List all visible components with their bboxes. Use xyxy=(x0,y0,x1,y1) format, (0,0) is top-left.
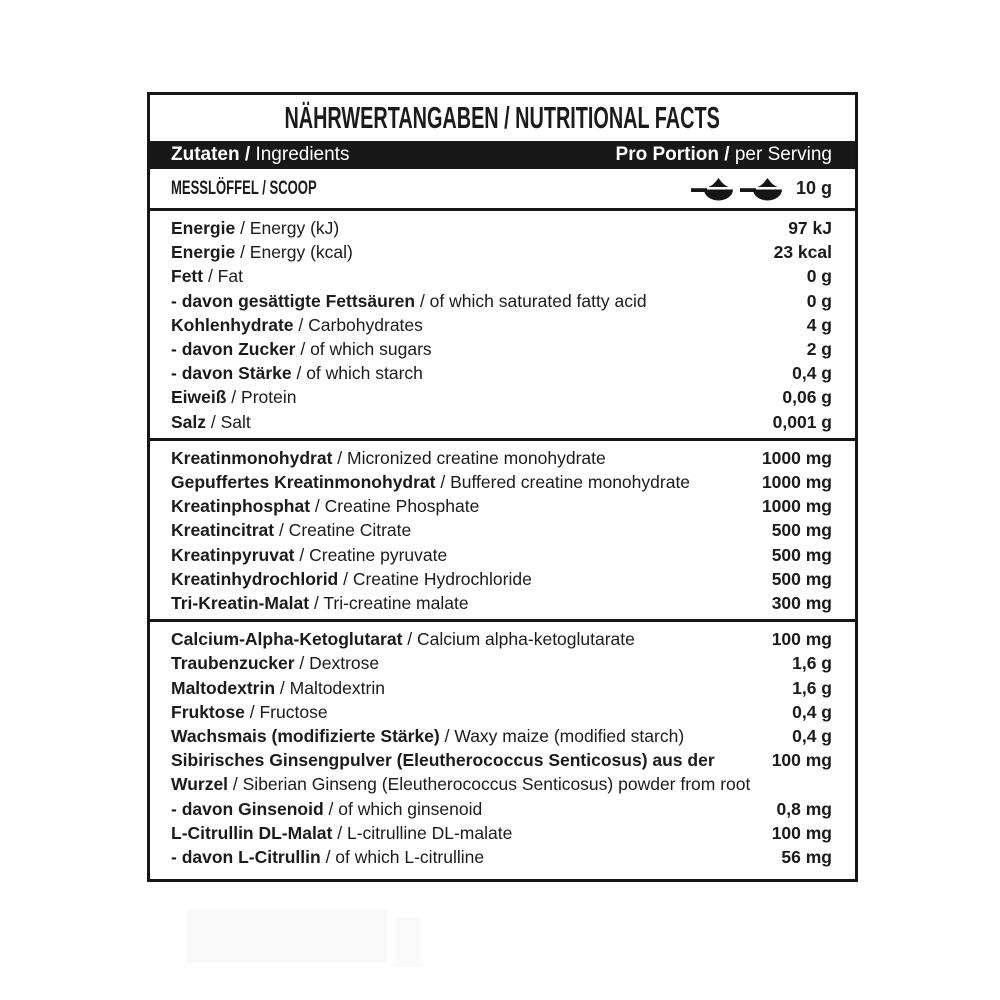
nutrient-section-2 xyxy=(150,441,855,622)
nutrient-row xyxy=(171,361,832,385)
nutrient-row xyxy=(171,543,832,567)
nutrient-label: Kreatincitrat / Creatine Citrate xyxy=(171,520,412,541)
nutrient-value: 23 kcal xyxy=(773,242,832,263)
nutrient-value: 500 mg xyxy=(771,520,832,541)
per-serving-column-header: Pro Portion / per Serving xyxy=(615,144,832,165)
nutrient-row xyxy=(171,264,832,288)
nutrient-value: 500 mg xyxy=(771,568,832,589)
nutrient-value: 0 g xyxy=(806,290,832,311)
nutrient-value: 1000 mg xyxy=(761,447,832,468)
nutrient-value: 97 kJ xyxy=(788,218,832,238)
nutrient-value: 0,4 g xyxy=(792,363,832,384)
nutrient-label: Eiweiß / Protein xyxy=(171,387,297,408)
nutrient-label: Kohlenhydrate / Carbohydrates xyxy=(171,314,423,335)
nutrient-value: 0,001 g xyxy=(772,411,832,432)
nutrient-row xyxy=(171,313,832,337)
nutrient-label: Salz / Salt xyxy=(171,411,251,432)
nutrient-value: 1000 mg xyxy=(761,496,832,517)
nutrient-label: Sibirisches Ginsengpulver (Eleutherococcus Senticosus) aus der Wurzel / Siberian Ginseng (Eleutherococcus Senticosus) powder from root xyxy=(171,750,751,795)
nutrient-value: 4 g xyxy=(806,314,832,335)
nutrition-facts-table xyxy=(147,92,858,882)
scoop-row xyxy=(150,169,855,211)
nutrient-row xyxy=(171,797,832,821)
nutrient-label: Kreatinhydrochlorid / Creatine Hydrochloride xyxy=(171,568,532,589)
nutrient-value: 0,8 mg xyxy=(776,798,832,819)
print-artifact xyxy=(395,917,421,967)
nutrient-label: Maltodextrin / Maltodextrin xyxy=(171,677,385,698)
nutrient-value: 1,6 g xyxy=(792,653,832,674)
nutrient-sections xyxy=(150,211,855,873)
nutrient-label: - davon L-Citrullin / of which L-citrulline xyxy=(171,847,485,868)
nutrient-label: Fruktose / Fructose xyxy=(171,701,328,722)
nutrient-label: Kreatinmonohydrat / Micronized creatine monohydrate xyxy=(171,447,606,468)
nutrient-label: - davon Stärke / of which starch xyxy=(171,363,423,384)
nutrient-row xyxy=(171,240,832,264)
nutrient-value: 100 mg xyxy=(771,750,832,771)
nutrient-label: Kreatinpyruvat / Creatine pyruvate xyxy=(171,544,448,565)
nutrient-row xyxy=(171,821,832,845)
nutrient-value: 500 mg xyxy=(771,544,832,565)
nutrient-row xyxy=(171,494,832,518)
nutrient-row xyxy=(171,651,832,675)
nutrient-row xyxy=(171,627,832,651)
nutrient-label: Fett / Fat xyxy=(171,266,243,287)
nutrient-row xyxy=(171,676,832,700)
scoop-label: MESSLÖFFEL / SCOOP xyxy=(171,177,317,199)
scoop-serving xyxy=(691,176,832,202)
nutrient-value: 300 mg xyxy=(771,593,832,614)
nutrient-value: 1,6 g xyxy=(792,677,832,698)
nutrient-value: 0,4 g xyxy=(792,726,832,747)
nutrient-label: - davon Zucker / of which sugars xyxy=(171,339,432,360)
nutrient-label: Wachsmais (modifizierte Stärke) / Waxy maize (modified starch) xyxy=(171,726,685,747)
nutrient-row xyxy=(171,446,832,470)
nutrient-label: Traubenzucker / Dextrose xyxy=(171,653,380,674)
ingredients-column-header: Zutaten / Ingredients xyxy=(171,144,350,165)
nutrient-value: 2 g xyxy=(806,339,832,360)
nutrient-row xyxy=(171,470,832,494)
nutrient-value: 1000 mg xyxy=(761,472,832,493)
nutrient-value: 0,4 g xyxy=(792,701,832,722)
nutrient-row xyxy=(171,845,832,869)
nutrient-label: Calcium-Alpha-Ketoglutarat / Calcium alpha-ketoglutarate xyxy=(171,629,635,650)
nutrient-label: Energie / Energy (kcal) xyxy=(171,242,353,263)
nutrient-row xyxy=(171,385,832,409)
table-title-row xyxy=(150,95,855,141)
columns-header-bar xyxy=(150,141,855,169)
nutrient-label: - davon Ginsenoid / of which ginsenoid xyxy=(171,798,483,819)
nutrient-row xyxy=(171,216,832,240)
nutrient-row xyxy=(171,410,832,434)
nutrient-row xyxy=(171,289,832,313)
nutrient-row xyxy=(171,337,832,361)
nutrient-label: L-Citrullin DL-Malat / L-citrulline DL-malate xyxy=(171,822,513,843)
nutrient-section-3 xyxy=(150,622,855,873)
nutrient-row xyxy=(171,591,832,615)
nutrient-row xyxy=(171,724,832,748)
table-title: NÄHRWERTANGABEN / NUTRITIONAL FACTS xyxy=(284,100,721,135)
nutrient-value: 100 mg xyxy=(771,629,832,650)
nutrient-value: 0 g xyxy=(806,266,832,287)
nutrient-value: 100 mg xyxy=(771,822,832,843)
scoop-icon xyxy=(740,176,784,202)
nutrient-value: 0,06 g xyxy=(782,387,832,408)
nutrient-row xyxy=(171,700,832,724)
nutrient-label: Tri-Kreatin-Malat / Tri-creatine malate xyxy=(171,593,469,614)
nutrient-label: - davon gesättigte Fettsäuren / of which saturated fatty acid xyxy=(171,290,647,311)
nutrient-label: Gepuffertes Kreatinmonohydrat / Buffered creatine monohydrate xyxy=(171,472,691,493)
scoop-quantity: 10 g xyxy=(795,178,832,198)
nutrient-label: Energie / Energy (kJ) xyxy=(171,218,340,238)
nutrient-section-1 xyxy=(150,211,855,441)
scoop-icon xyxy=(691,176,735,202)
nutrient-row xyxy=(171,567,832,591)
nutrient-label: Kreatinphosphat / Creatine Phosphate xyxy=(171,496,480,517)
nutrient-row xyxy=(171,748,832,796)
print-artifact xyxy=(187,910,387,963)
nutrient-row xyxy=(171,518,832,542)
nutrient-value: 56 mg xyxy=(781,847,832,868)
